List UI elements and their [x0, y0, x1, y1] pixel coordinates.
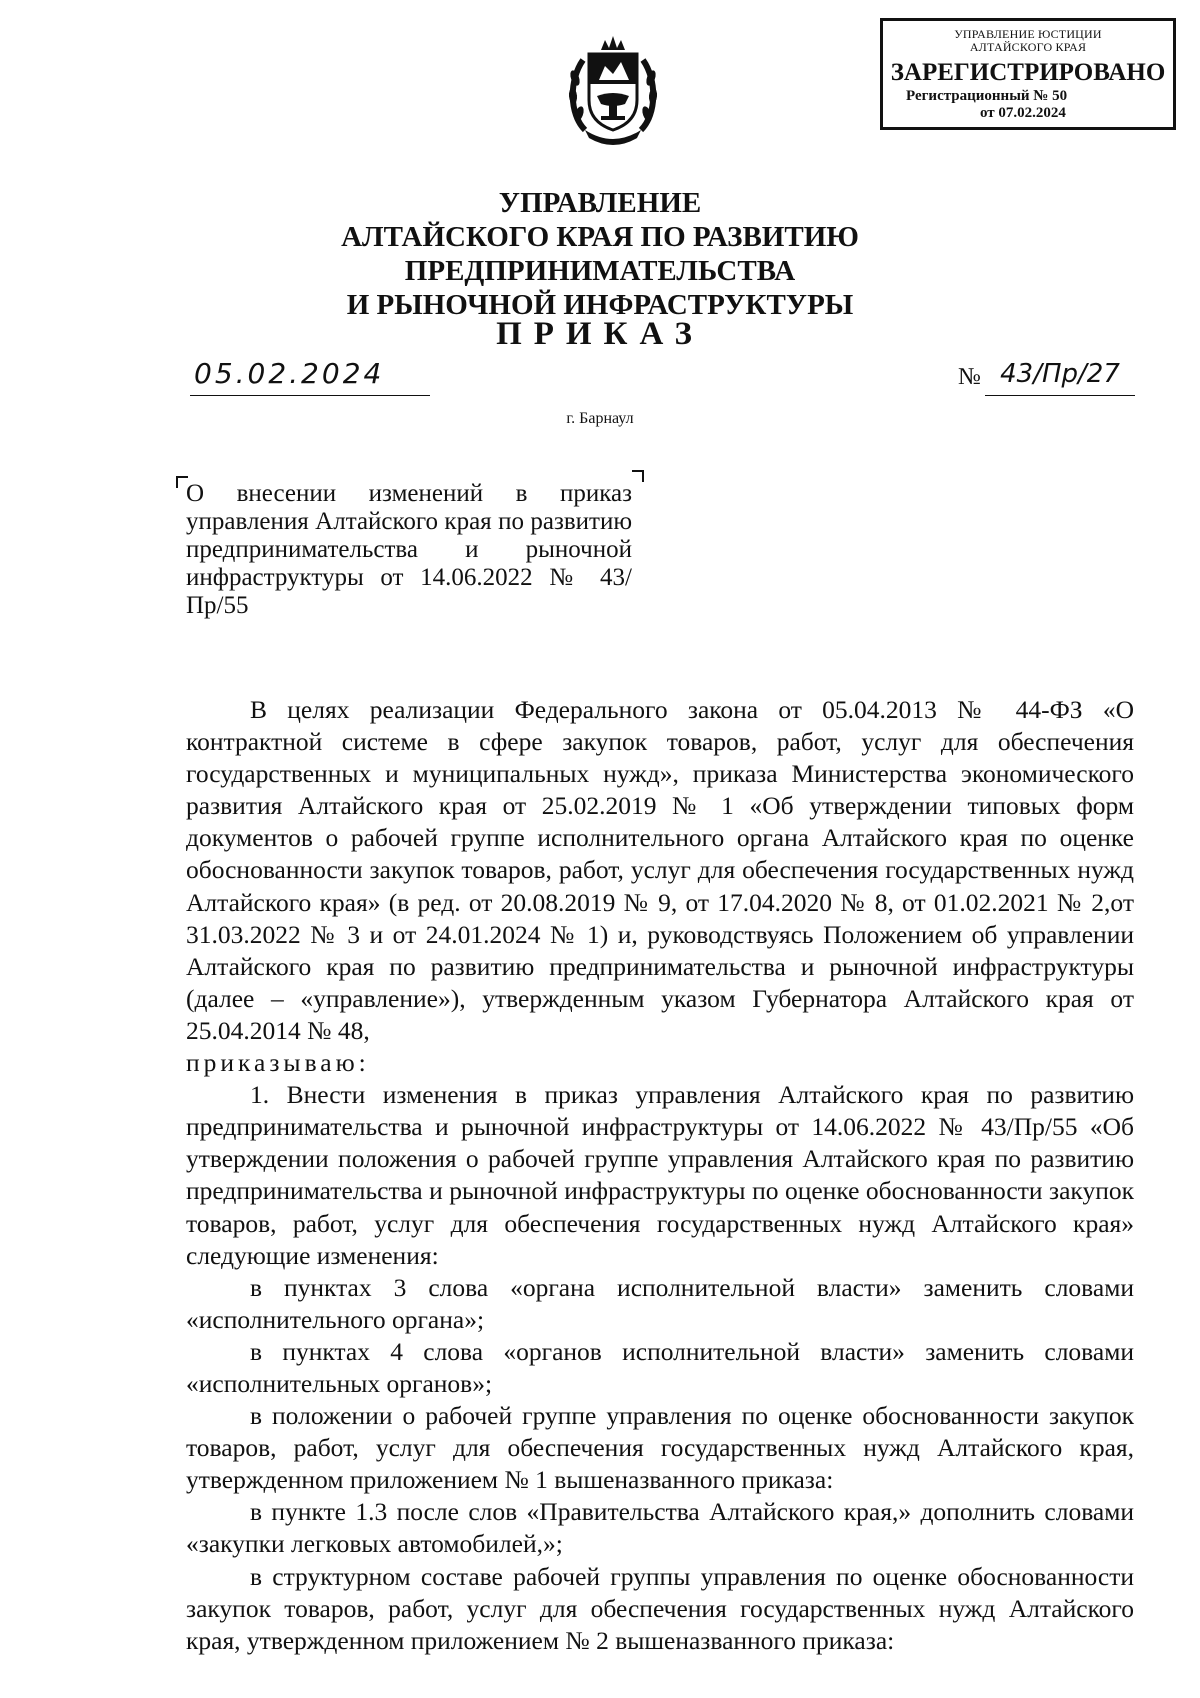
amendment-paragraph-2: в пунктах 4 слова «органов исполнительной власти» заменить словами «исполнительных органов»; — [186, 1336, 1134, 1398]
order-body — [186, 694, 1134, 1657]
stamp-authority-line2: АЛТАЙСКОГО КРАЯ — [969, 40, 1087, 54]
order-subject: О внесении изменений в приказ управления Алтайского края по развитию предпринимательства и рыночной инфраструктуры от 14.06.2022 № 43/Пр/55 — [186, 480, 632, 619]
order-title: ПРИКАЗ — [496, 316, 704, 352]
organization-title — [150, 186, 1050, 322]
coat-of-arms-icon — [565, 30, 661, 150]
registration-stamp — [880, 18, 1176, 130]
org-title-line1: УПРАВЛЕНИЕ — [498, 187, 702, 219]
order-number: 43/Пр/27 — [985, 356, 1135, 396]
org-title-line2: АЛТАЙСКОГО КРАЯ ПО РАЗВИТИЮ ПРЕДПРИНИМАТЕЛЬСТВА — [341, 221, 859, 287]
org-title-line3: И РЫНОЧНОЙ ИНФРАСТРУКТУРЫ — [346, 289, 854, 321]
city: г. Барнаул — [566, 410, 634, 427]
preamble-paragraph: В целях реализации Федерального закона от 05.04.2013 № 44-ФЗ «О контрактной системе в сфере закупок товаров, работ, услуг для обеспечения государственных и муниципальных нужд», приказа Министерства экономического развития Алтайского края от 25.02.2019 № 1 «Об утверждении типовых форм документов о рабочей группе исполнительного органа Алтайского края по оценке обоснованности закупок товаров, работ, услуг для обеспечения государственных нужд Алтайского края» (в ред. от 20.08.2019 № 9, от 17.04.2020 № 8, от 01.02.2021 № 2,от 31.03.2022 № 3 и от 24.01.2024 № 1) и, руководствуясь Положением об управлении Алтайского края по развитию предпринимательства и рыночной инфраструктуры (далее – «управление»), утвержденным указом Губернатора Алтайского края от 25.04.2014 № 48, — [186, 695, 1134, 1045]
stamp-reg-date: от 07.02.2024 — [980, 105, 1066, 121]
clause-1-paragraph: 1. Внести изменения в приказ управления Алтайского края по развитию предпринимательства и рыночной инфраструктуры от 14.06.2022 № 43/Пр/55 «Об утверждении положения о рабочей группе управления Алтайского края по развитию предпринимательства и рыночной инфраструктуры по оценке обоснованности закупок товаров, работ, услуг для обеспечения государственных нужд Алтайского края» следующие изменения: — [186, 1080, 1134, 1270]
amendment-paragraph-1: в пунктах 3 слова «органа исполнительной власти» заменить словами «исполнительного органа»; — [186, 1272, 1134, 1334]
subject-bracket-right — [632, 470, 644, 482]
stamp-status: ЗАРЕГИСТРИРОВАНО — [890, 59, 1166, 86]
amendment-paragraph-5: в структурном составе рабочей группы управления по оценке обоснованности закупок товаров, работ, услуг для обеспечения государственных нужд Алтайского края, утвержденном приложением № 2 вышеназванного приказа: — [186, 1561, 1134, 1655]
order-word: приказываю: — [186, 1048, 370, 1078]
stamp-authority-line1: УПРАВЛЕНИЕ ЮСТИЦИИ — [954, 27, 1102, 41]
amendment-paragraph-4: в пункте 1.3 после слов «Правительства Алтайского края,» дополнить словами «закупки легковых автомобилей,»; — [186, 1497, 1134, 1559]
order-date: 05.02.2024 — [190, 356, 430, 396]
amendment-paragraph-3: в положении о рабочей группе управления по оценке обоснованности закупок товаров, работ, услуг для обеспечения государственных нужд Алтайского края, утвержденном приложением № 1 вышеназванного приказа: — [186, 1401, 1134, 1495]
stamp-reg-number: Регистрационный № 50 — [906, 88, 1068, 104]
order-number-label: № — [958, 364, 981, 390]
